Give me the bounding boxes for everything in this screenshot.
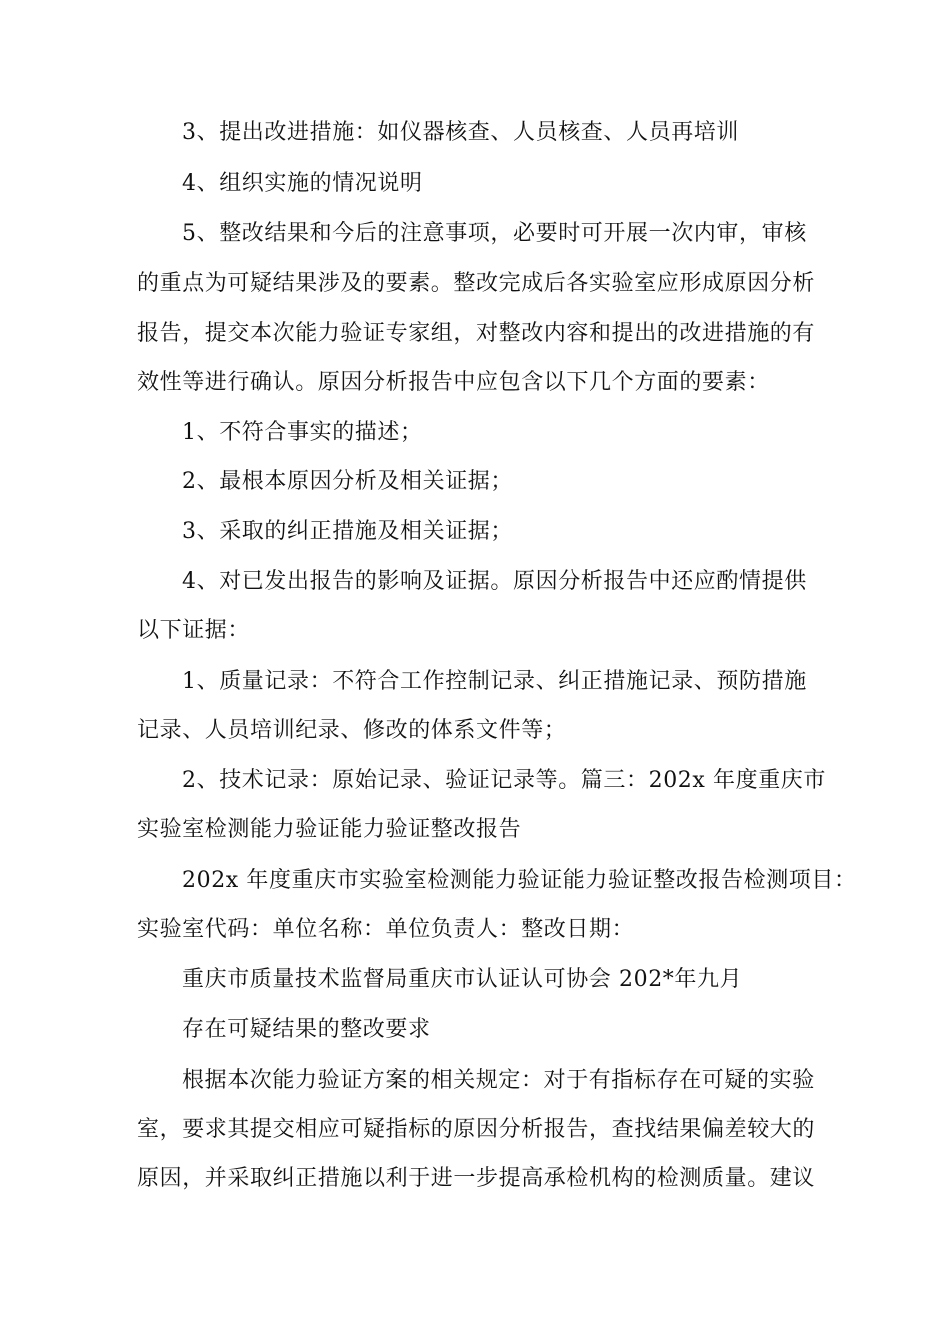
text-line: 2、最根本原因分析及相关证据； xyxy=(182,469,513,494)
text-line: 原因，并采取纠正措施以利于进一步提高承检机构的检测质量。建议 xyxy=(137,1166,816,1191)
text-line: 以下证据： xyxy=(137,618,251,643)
text-line: 报告，提交本次能力验证专家组，对整改内容和提出的改进措施的有 xyxy=(137,321,816,346)
text-line: 存在可疑结果的整改要求 xyxy=(182,1017,431,1042)
text-line: 记录、人员培训纪录、修改的体系文件等； xyxy=(137,718,567,743)
text-line: 3、提出改进措施：如仪器核查、人员核查、人员再培训 xyxy=(182,120,739,145)
text-line: 3、采取的纠正措施及相关证据； xyxy=(182,519,513,544)
text-line: 2、技术记录：原始记录、验证记录等。篇三：202x 年度重庆市 xyxy=(182,768,826,793)
text-line: 根据本次能力验证方案的相关规定：对于有指标存在可疑的实验 xyxy=(182,1068,815,1093)
text-line: 4、对已发出报告的影响及证据。原因分析报告中还应酌情提供 xyxy=(182,569,807,594)
text-line: 实验室代码：单位名称：单位负责人：整改日期： xyxy=(137,917,635,942)
text-line: 实验室检测能力验证能力验证整改报告 xyxy=(137,817,522,842)
text-line: 重庆市质量技术监督局重庆市认证认可协会 202*年九月 xyxy=(182,967,743,992)
text-line: 1、质量记录：不符合工作控制记录、纠正措施记录、预防措施 xyxy=(182,669,807,694)
text-line: 室，要求其提交相应可疑指标的原因分析报告，查找结果偏差较大的 xyxy=(137,1117,816,1142)
text-line: 202x 年度重庆市实验室检测能力验证能力验证整改报告检测项目： xyxy=(182,868,857,893)
text-line: 1、不符合事实的描述； xyxy=(182,420,423,445)
text-line: 4、组织实施的情况说明 xyxy=(182,171,423,196)
text-line: 5、整改结果和今后的注意事项，必要时可开展一次内审，审核 xyxy=(182,221,807,246)
text-line: 的重点为可疑结果涉及的要素。整改完成后各实验室应形成原因分析 xyxy=(137,271,816,296)
text-line: 效性等进行确认。原因分析报告中应包含以下几个方面的要素： xyxy=(137,370,770,395)
